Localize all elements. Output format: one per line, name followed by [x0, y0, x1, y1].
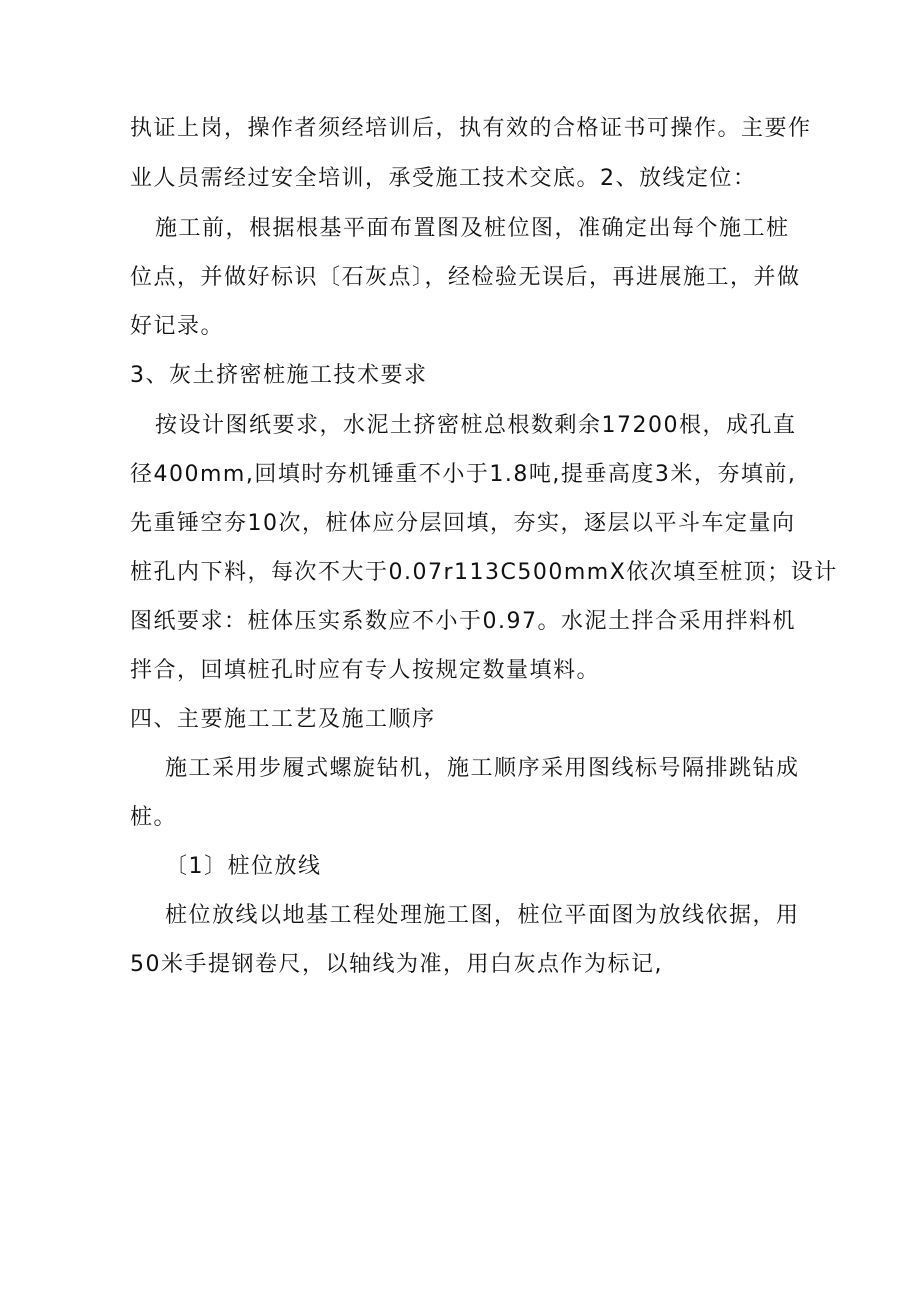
text-line: 50米手提钢卷尺，以轴线为准，用白灰点作为标记,	[130, 952, 663, 977]
text-line: 桩孔内下料，每次不大于0.07r113C500mmX依次填至桩顶；设计	[130, 560, 838, 585]
text-line: 桩。	[130, 805, 178, 830]
text-line: 施工采用步履式螺旋钻机，施工顺序采用图线标号隔排跳钻成	[165, 756, 800, 781]
section-heading: 3、灰土挤密桩施工技术要求	[130, 363, 428, 388]
text-line: 按设计图纸要求，水泥土挤密桩总根数剩余17200根，成孔直	[155, 413, 797, 438]
text-line: 径400mm,回填时夯机锤重不小于1.8吨,提垂高度3米，夯填前,	[130, 462, 797, 487]
subsection-heading: 〔1〕桩位放线	[165, 854, 322, 879]
section-heading: 四、主要施工工艺及施工顺序	[130, 707, 436, 732]
text-line: 位点，并做好标识〔石灰点〕，经检验无误后，再进展施工，并做	[130, 265, 801, 290]
text-line: 拌合，回填桩孔时应有专人按规定数量填料。	[130, 658, 601, 683]
text-line: 施工前，根据根基平面布置图及桩位图，准确定出每个施工桩	[155, 216, 790, 241]
text-line: 好记录。	[130, 314, 225, 339]
text-line: 先重锤空夯10次，桩体应分层回填，夯实，逐层以平斗车定量向	[130, 511, 796, 536]
text-line: 执证上岗，操作者须经培训后，执有效的合格证书可操作。主要作	[130, 116, 812, 141]
text-line: 图纸要求：桩体压实系数应不小于0.97。水泥土拌合采用拌料机	[130, 609, 796, 634]
text-line: 桩位放线以地基工程处理施工图，桩位平面图为放线依据，用	[165, 903, 800, 928]
text-line: 业人员需经过安全培训，承受施工技术交底。2、放线定位：	[130, 166, 757, 191]
